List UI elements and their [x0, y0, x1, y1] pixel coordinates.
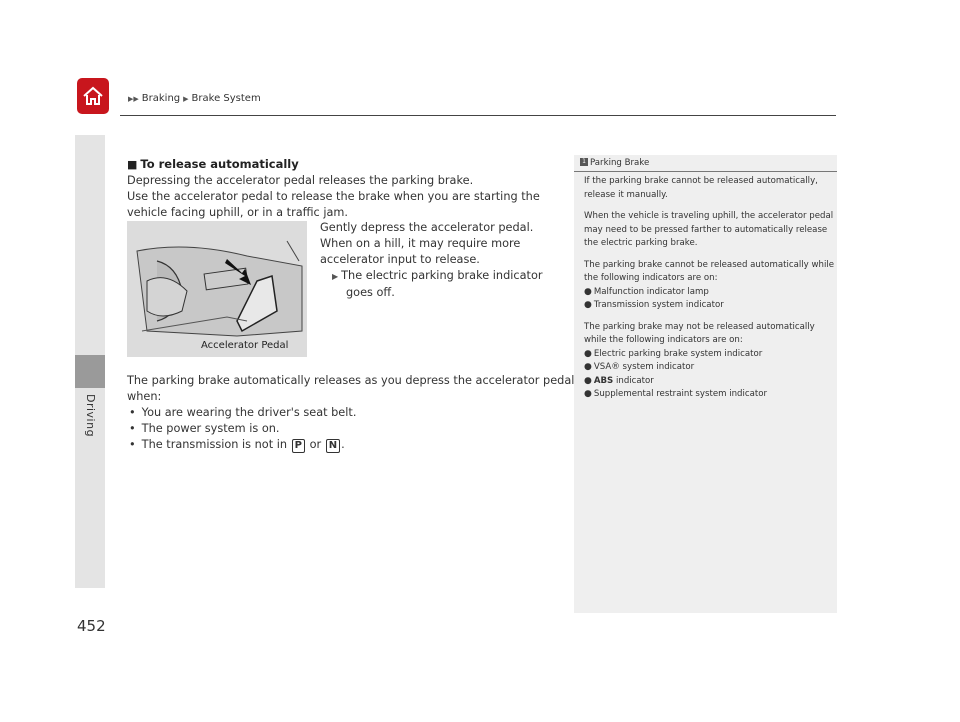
breadcrumb-arrow-icon: ▶ [183, 94, 189, 103]
note-paragraph: The parking brake may not be released automatically while the following indicators are on: [584, 321, 815, 345]
bullet-icon: ● [584, 300, 592, 310]
section-intro [127, 156, 567, 221]
section-heading: ■ To release automatically [127, 157, 299, 171]
note-reference-icon: 1 [580, 158, 588, 166]
bullet-icon: ● [584, 348, 592, 359]
note-paragraph: When the vehicle is traveling uphill, the accelerator pedal may need to be pressed farther to automatically release the electric parking brake. [584, 211, 834, 248]
breadcrumb [128, 93, 261, 104]
note-header [574, 155, 837, 172]
release-steps [320, 220, 570, 301]
bullet-icon: • [129, 438, 136, 451]
bullet-icon: ● [584, 375, 592, 386]
bullet-icon: ● [584, 362, 592, 372]
list-item: ● Electric parking brake system indicator [584, 348, 763, 359]
accelerator-pedal-illustration [127, 221, 307, 357]
list-item: ● VSA® system indicator [584, 362, 695, 372]
note-title: Parking Brake [590, 158, 650, 168]
step-result: ▶ The electric parking brake indicator goes off. [332, 269, 543, 299]
list-item: ● Malfunction indicator lamp [584, 286, 709, 297]
bullet-icon: • [129, 406, 136, 419]
bullet-icon: ● [584, 389, 592, 399]
gear-key-p: P [292, 439, 305, 453]
header-divider [120, 115, 836, 116]
result-arrow-icon: ▶ [332, 272, 339, 281]
square-bullet-icon: ■ [127, 158, 138, 171]
home-icon [81, 84, 105, 108]
list-item: • You are wearing the driver's seat belt. [129, 406, 357, 419]
gear-key-n: N [326, 439, 340, 453]
pedal-drawing [127, 221, 307, 357]
note-paragraph: If the parking brake cannot be released automatically, release it manually. [584, 176, 818, 200]
intro-paragraph: Depressing the accelerator pedal releases the parking brake. [127, 174, 474, 187]
figure-caption: Accelerator Pedal [201, 340, 289, 351]
list-item: • The transmission is not in P or N . [129, 438, 345, 451]
list-item: ● ABS indicator [584, 375, 654, 386]
bullet-icon: ● [584, 286, 592, 297]
side-note [574, 155, 837, 613]
conditions-intro: The parking brake automatically releases as you depress the accelerator pedal when: [127, 374, 575, 403]
list-item: • The power system is on. [129, 422, 280, 435]
note-body [584, 175, 834, 402]
intro-paragraph: Use the accelerator pedal to release the brake when you are starting the vehicle facing uphill, or in a traffic jam. [127, 190, 540, 219]
page-number: 452 [77, 617, 106, 635]
list-item: ● Supplemental restraint system indicator [584, 389, 768, 399]
breadcrumb-item-brake-system[interactable]: Brake System [191, 93, 261, 104]
list-item: ● Transmission system indicator [584, 300, 724, 310]
home-button[interactable] [77, 78, 109, 114]
breadcrumb-item-braking[interactable]: Braking [141, 93, 181, 104]
note-paragraph: The parking brake cannot be released automatically while the following indicators are on: [584, 259, 835, 283]
release-conditions [127, 373, 577, 453]
bullet-icon: • [129, 422, 136, 435]
step-text: When on a hill, it may require more accelerator input to release. [320, 237, 521, 266]
step-text: Gently depress the accelerator pedal. [320, 221, 534, 234]
side-tab [75, 135, 105, 355]
side-tab-active[interactable] [75, 355, 105, 388]
breadcrumb-arrow-icon: ▶▶ [128, 94, 139, 103]
chapter-label[interactable]: Driving [84, 394, 97, 438]
